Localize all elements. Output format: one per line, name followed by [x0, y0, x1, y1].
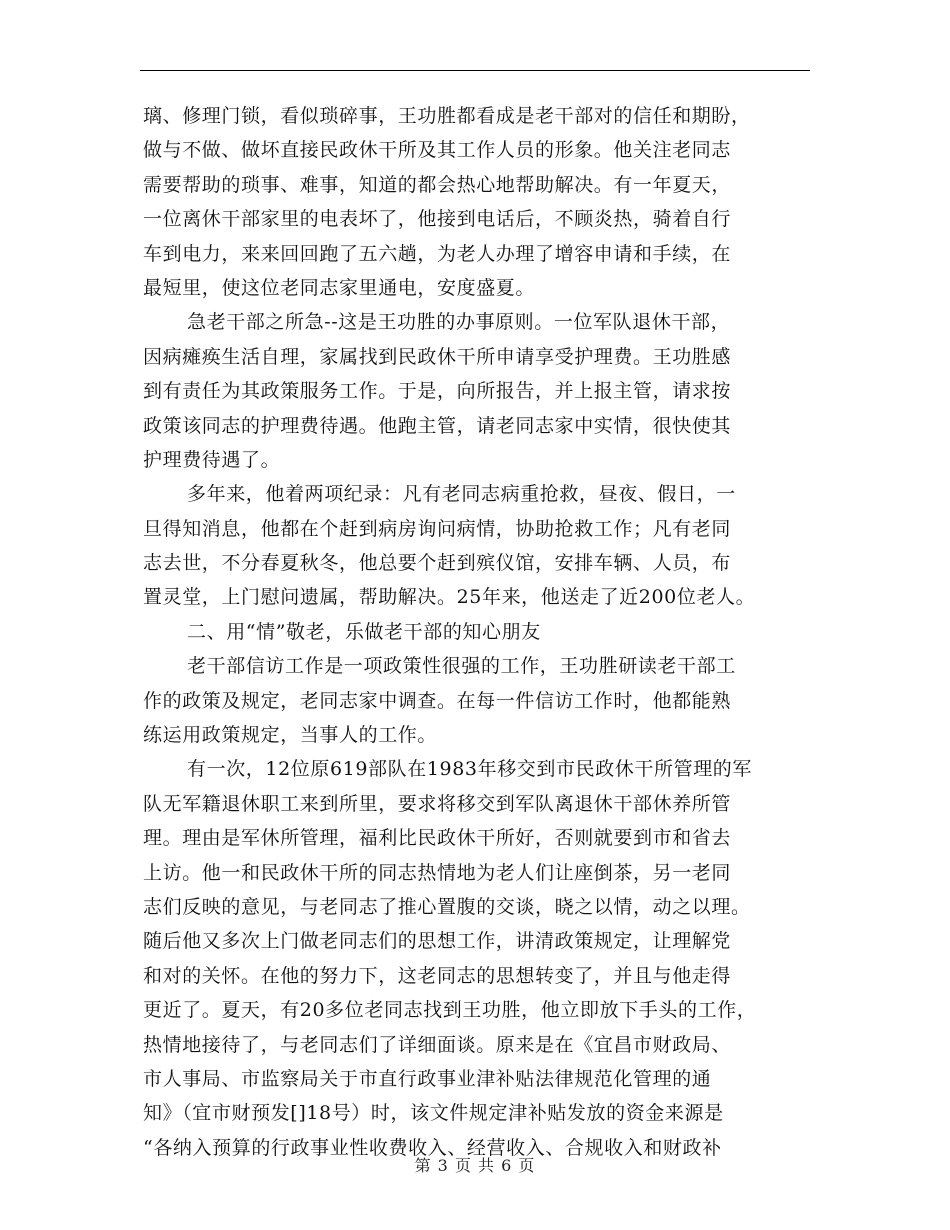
text-line: 旦得知消息，他都在个赶到病房询问病情，协助抢救工作；凡有老同 [143, 517, 732, 540]
text-line: 璃、修理门锁，看似琐碎事，王功胜都看成是老干部对的信任和期盼， [143, 105, 751, 127]
text-line: 热情地接待了，与老同志们了详细面谈。原来是在《宜昌市财政局、 [143, 1033, 732, 1056]
text-line: 做与不做、做坏直接民政休干所及其工作人员的形象。他关注老同志 [143, 139, 732, 162]
text-line: 多年来，他着两项纪录：凡有老同志病重抢救，昼夜、假日，一 [187, 483, 736, 506]
text-line: 政策该同志的护理费待遇。他跑主管，请老同志家中实情，很快使其 [143, 414, 732, 437]
text-line: “各纳入预算的行政事业性收费收入、经营收入、合规收入和财政补 [143, 1136, 722, 1159]
document-body [143, 99, 809, 1165]
text-line: 二、用“情”敬老，乐做老干部的知心朋友 [187, 620, 541, 643]
text-line: 车到电力，来来回回跑了五六趟，为老人办理了增容申请和手续，在 [143, 242, 732, 265]
text-line: 知》（宜市财预发[]18号）时，该文件规定津补贴发放的资金来源是 [143, 1102, 724, 1125]
text-line: 需要帮助的琐事、难事，知道的都会热心地帮助解决。有一年夏天， [143, 173, 732, 196]
text-line: 因病瘫痪生活自理，家属找到民政休干所申请享受护理费。王功胜感 [143, 345, 732, 368]
text-line: 练运用政策规定，当事人的工作。 [143, 724, 438, 747]
text-line: 队无军籍退休职工来到所里，要求将移交到军队离退休干部休养所管 [143, 792, 732, 815]
text-line: 老干部信访工作是一项政策性很强的工作，王功胜研读老干部工 [187, 655, 736, 678]
text-line: 有一次，12位原619部队在1983年移交到市民政休干所管理的军 [187, 758, 752, 781]
text-line: 最短里，使这位老同志家里通电，安度盛夏。 [143, 276, 536, 299]
text-line: 急老干部之所急--这是王功胜的办事原则。一位军队退休干部， [187, 311, 731, 334]
text-line: 一位离休干部家里的电表坏了，他接到电话后，不顾炎热，骑着自行 [143, 208, 732, 231]
header-rule [140, 70, 810, 71]
text-line: 作的政策及规定，老同志家中调查。在每一件信访工作时，他都能熟 [143, 689, 732, 712]
text-line: 置灵堂，上门慰问遗属，帮助解决。25年来，他送走了近200位老人。 [143, 586, 756, 609]
text-line: 护理费待遇了。 [143, 448, 281, 471]
text-line: 志们反映的意见，与老同志了推心置腹的交谈，晓之以情，动之以理。 [143, 895, 751, 918]
text-line: 志去世，不分春夏秋冬，他总要个赶到殡仪馆，安排车辆、人员，布 [143, 552, 732, 575]
text-line: 上访。他一和民政休干所的同志热情地为老人们让座倒茶，另一老同 [143, 861, 732, 884]
text-line: 和对的关怀。在他的努力下，这老同志的思想转变了，并且与他走得 [143, 964, 732, 987]
text-line: 更近了。夏天，有20多位老同志找到王功胜，他立即放下手头的工作， [143, 999, 757, 1022]
text-line: 市人事局、市监察局关于市直行政事业津补贴法律规范化管理的通 [143, 1067, 712, 1090]
page-footer: 第 3 页 共 6 页 [414, 1156, 536, 1175]
text-line: 理。理由是军休所管理，福利比民政休干所好，否则就要到市和省去 [143, 827, 732, 850]
text-line: 到有责任为其政策服务工作。于是，向所报告，并上报主管，请求按 [143, 380, 732, 403]
text-line: 随后他又多次上门做老同志们的思想工作，讲清政策规定，让理解党 [143, 930, 732, 953]
